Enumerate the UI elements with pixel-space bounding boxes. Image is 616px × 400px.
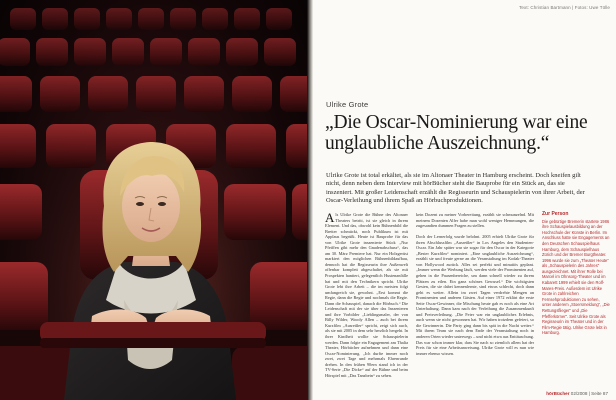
folio-page: Seite 87 bbox=[591, 391, 608, 396]
article-headline: „Die Oscar-Nominierung war eine unglaubliche Auszeichnung.“ bbox=[325, 112, 588, 154]
body-column-2: kein Dozent zu meiner Vorbereitung, erzählt sie schmunzelnd. Mit meinem Dozenten Alfer habe man wohl weniger Hemmungen, die zugesandten dummen Fragen zu stellen. Doch der Lernerfolg wurde belohnt. 2005 erhielt Ulrike Grote für ihren Abschlussfilm „Ausreißer“ in Los Angeles den Studenten-Oscar. Ein Jahr später war sie sogar für den Oscar in der Kategorie „Bester Kurzfilm“ nominiert. „Eine unglaubliche Auszeichnung“, erzählt sie und freute gerne an die Veranstaltung im Kodak-Theater von Hollywood zurück. Alles sei perfekt und minutiös geplant. „Immer wenn die Werbung läuft, werden viele der Prominenten auf, gehen in die Pausenbereiche, um dann schnell wieder zu ihrem Plätzen zu eilen. Ein ganz schönes Gewusel.“ Die wichtigsten Gesten, die sie dabei kennenlernte, sind etwas schlecht, doch dann geht es weiter. Allein im zwei Tagen verdrehte Mengen an Prominenten und anderen Gästen. Auf einer 1972 erklärt die erste Seite Oscar-Gewinner, die Mischung heute gab es noch als eine Art Unterhaltung. Dann kam nach der Verleihung die Zusammenkunft und Preisverleihung. „Die Feier war ein unglaubliches Erlebnis, auch wenn sie nicht gewonnen hat. Wir haben trotzdem gefeiert, so die Gewinnerin. Die Party ging dann bis spät in die Nacht weiter.“ Mit ihrem Team sie nach dem Ende der Veranstaltung noch in anderen Orten wieder unterwegs – und nicht etwa aus Enttäuschung. Das war schon immer klar, dass Sie nach so ziemlich allem hat der Preis für sie eine Arbeitsanweisung. Ulrike Grote will es nun wie immer ebenso wissen. bbox=[416, 212, 534, 356]
folio-separator: | bbox=[588, 391, 590, 396]
article-page bbox=[313, 0, 616, 400]
body-column-1 bbox=[325, 212, 408, 378]
theater-photo-illustration bbox=[0, 0, 307, 400]
sidebar-text: Die gebürtige Bremerin startete 1986 ihre Schauspielausbildung an der Hochschule der Künste in Berlin. Im Anschluss hatte sie Engagements an den Deutschen Schauspielhaus Hamburg, dem Schauspielhaus Zürich und der Bremer Burgtheater. 1996 wurde sie zum „Theater Heute“ als „Schauspielerin des Jahres“ ausgezeichnet. Mit ihrer Rolle bei Marcel im Ohnsorg-Theater und im Kabarett 1999 erhielt sie den Rolf-Mares-Preis. Außerdem ist Ulrike Grote in zahlreichen Fernsehproduktionen zu sehen, unter anderem „Stoersmeldung“, „Die Rettungsflieger“ und „Die Pfefferkörner“. Seit Ulrike Grote als Regisseurin im Theater und in der Film-Regie tätig. Ulrike Grote lebt in Hamburg. bbox=[542, 218, 610, 336]
article-kicker: Ulrike Grote bbox=[326, 100, 369, 109]
article-intro: Ulrike Grote ist total erkältet, als sie im Altonaer Theater in Hamburg erscheint. Doch kneifen gilt nicht, denn neben dem Interview mit hörBücher steht die Bauprobe für ein Stück an, das sie inszeniert. Mit großer Leidenschaft erzählt die Regisseurin und Schauspielerin von ihrer Arbeit, der Oscar-Verleihung und ihrem Spaß an Hörbuchproduktionen. bbox=[326, 172, 585, 205]
seat-row-1 bbox=[10, 8, 292, 30]
sidebar-heading: Zur Person bbox=[542, 211, 569, 217]
folio-issue: 02/2008 bbox=[570, 391, 588, 396]
photo-theater-seats bbox=[0, 0, 307, 400]
folio-brand: hörBücher bbox=[546, 391, 570, 396]
sidebar-zur-person bbox=[542, 212, 610, 336]
body-column-1-text: ls Ulrike Grote die Bühne des Altonaer Theaters betritt, ist sie gleich in ihrem Element. Und das, obwohl kein Bühnenbild die Bretter schmückt, noch Publikum ist mit Applaus begrüßt. Heute ist Bauprobe für das von Ulrike Grote inszenierte Stück „Nur Pfeiffen gibt mehr den Gnadenabschuss“, das am 30. März Premiere hat. Nur ein Holzgerüst markiert den möglichen Bühnenbildaufbau, dennoch hat die Regisseurin ihre Außenwelt offenbar komplett abgeschaltet, als sie mit Prospekten hantiert, gelegentlich Hustenanfälle hat und mit den Technikern spricht. Ulrike Grote lebt ihre Arbeit – die im meisten folgt umfangreich sie, gewohnt. „Erst kommt die Regie, dann die Regie und nochmals die Regie. Dann die Schauspiel, danach die Hörbuch.“ Die Leidenschaft mit der sie über das Inszenieren und ihre Vorbilder „Lieblingsmaler, der von Billy Wilder, Woody Allen – auch bei ihrem Kurzfilm „Ausreißer“ spricht, zeigt sich auch, als sie mit 2005 in dem sehr herzlich hergeht. In ihrer Kindheit wollte sie Schauspielerin werden. Dann folgte ein Engagement am Thalia Theater, Hörbücher aufnehmen und dann eine Oscar-Nominierung. „Ich durfte immer noch zwei, zwei Tage und mehrmals Ehrenrunde drehen. In den frühen 90ern stand ich in der TV-Serie „Die Dicke“ auf der Bühne und beim Hörspiel mit „Das Tanzbein“ zu sehen. bbox=[325, 212, 408, 378]
seat-row-3 bbox=[0, 76, 307, 112]
page-folio bbox=[546, 391, 608, 396]
photo-credit: Text: Christian Bartmann | Fotos: Uwe Tölle bbox=[519, 5, 610, 10]
drop-cap: A bbox=[325, 210, 335, 225]
